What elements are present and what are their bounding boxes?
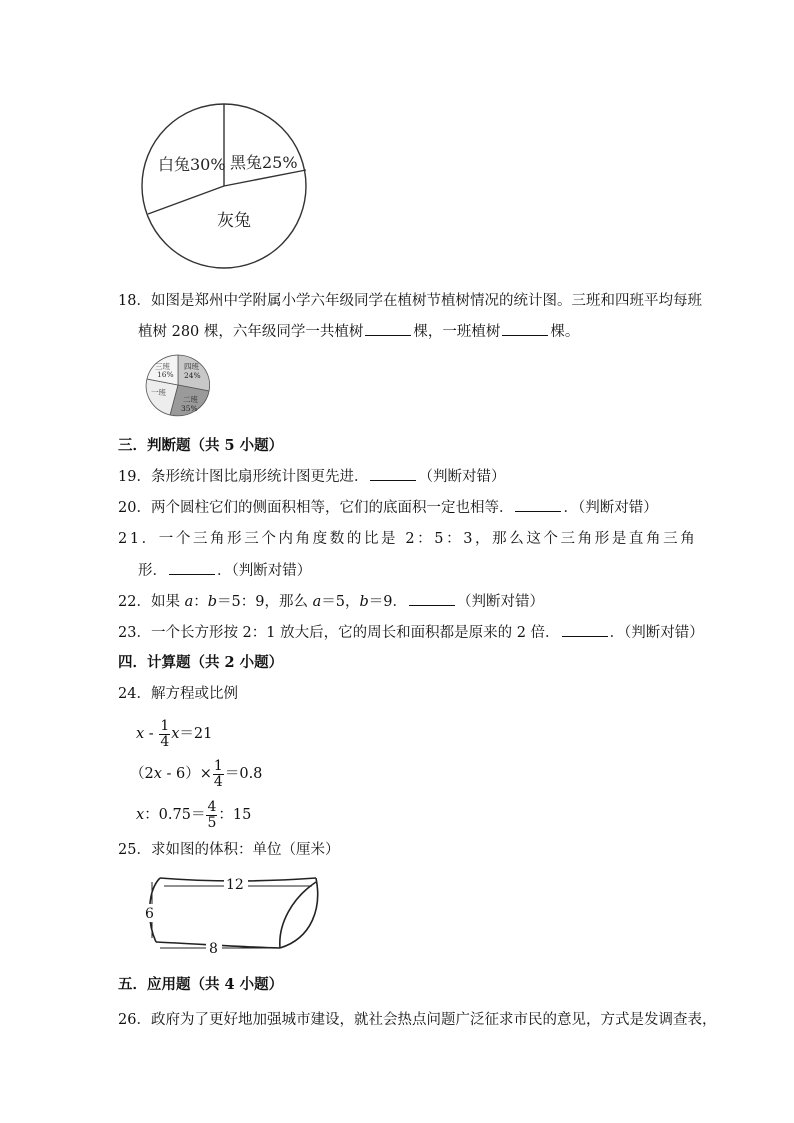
answer-blank[interactable] <box>502 321 548 336</box>
var-b: b <box>359 594 369 610</box>
q21-text: 形． <box>138 563 167 579</box>
q18-line2 <box>138 321 579 342</box>
answer-blank[interactable] <box>515 497 561 512</box>
label-class3-name: 三班 <box>155 362 170 371</box>
answer-blank[interactable] <box>409 591 455 606</box>
label-class4-name: 四班 <box>184 362 199 371</box>
label-class4-pct: 24% <box>184 371 201 380</box>
q23-text: 23．一个长方形按 2：1 放大后，它的周长和面积都是原来的 2 倍． <box>118 625 560 641</box>
q22-mid2: ＝5， <box>321 594 360 610</box>
var-a: a <box>312 594 322 610</box>
slice-label-white: 白兔30% <box>158 155 226 174</box>
numerator: 4 <box>207 798 217 815</box>
label-class2-name: 二班 <box>183 395 198 404</box>
minus-sign: - <box>144 726 159 742</box>
height-left: 6 <box>145 906 154 922</box>
denominator: 4 <box>160 733 170 750</box>
class-pie-chart <box>144 352 212 418</box>
q23-suffix: ．（判断对错） <box>609 625 704 641</box>
numerator: 1 <box>160 717 170 734</box>
length-bottom: 8 <box>209 941 218 957</box>
q22-mid: ＝5：9，那么 <box>217 594 313 610</box>
q18-text-b: 棵，一班植树 <box>413 324 501 340</box>
answer-blank[interactable] <box>562 622 608 637</box>
equation-3 <box>136 797 251 833</box>
q22-sep: ： <box>193 594 208 610</box>
fraction <box>206 800 217 831</box>
q18-line1: 18．如图是郑州中学附属小学六年级同学在植树节植树情况的统计图。三班和四班平均每班 <box>118 293 702 309</box>
q20-text: 20．两个圆柱它们的侧面积相等，它们的底面积一定也相等． <box>118 500 514 516</box>
slice-label-gray: 灰兔 <box>217 211 251 231</box>
label-class3-pct: 16% <box>157 370 174 379</box>
var-x: x <box>136 807 145 823</box>
q21-suffix: ．（判断对错） <box>217 563 312 579</box>
q20-suffix: ．（判断对错） <box>563 500 658 516</box>
q22-suffix: （判断对错） <box>457 594 544 610</box>
rhs: ：15 <box>218 807 252 823</box>
q22-text-a: 22．如果 <box>118 594 185 610</box>
pie-divider-left <box>148 186 224 214</box>
pie-divider-right <box>224 170 306 186</box>
expr-mid: - 6）× <box>161 766 212 782</box>
q19-text: 19．条形统计图比扇形统计图更先进． <box>118 469 369 485</box>
q20 <box>118 497 658 518</box>
section-heading-judge: 三．判断题（共 5 小题） <box>118 437 284 454</box>
q23 <box>118 622 704 643</box>
section-heading-apply: 五．应用题（共 4 小题） <box>118 976 284 993</box>
q26-line1: 26．政府为了更好地加强城市建设，就社会热点问题广泛征求市民的意见，方式是发调查表， <box>118 1012 717 1028</box>
q22-end: ＝9． <box>368 594 407 610</box>
rhs: ＝21 <box>179 726 213 742</box>
label-class2-pct: 35% <box>181 404 198 413</box>
equation-1 <box>136 716 212 752</box>
answer-blank[interactable] <box>365 321 411 336</box>
answer-blank[interactable] <box>370 466 416 481</box>
lparen: （2 <box>130 766 154 782</box>
fraction <box>159 719 170 750</box>
fraction <box>213 759 224 790</box>
q21-line2 <box>138 560 311 581</box>
q18-text-a: 植树 280 棵，六年级同学一共植树 <box>138 324 364 340</box>
var-x: x <box>171 726 180 742</box>
q21-line1: 21．一个三角形三个内角度数的比是 2：5：3，那么这个三角形是直角三角 <box>118 531 698 547</box>
var-x: x <box>153 766 162 782</box>
denominator: 5 <box>207 814 217 831</box>
length-top: 12 <box>226 877 244 893</box>
answer-blank[interactable] <box>169 560 215 575</box>
solid-figure <box>140 868 322 960</box>
q18-text-c: 棵。 <box>550 324 580 340</box>
var-a: a <box>184 594 194 610</box>
q19 <box>118 466 505 487</box>
rhs: ＝0.8 <box>224 766 263 782</box>
var-b: b <box>207 594 218 610</box>
denominator: 4 <box>213 773 223 790</box>
equation-2 <box>130 756 262 792</box>
slice-label-black: 黑兔25% <box>230 153 298 172</box>
q19-suffix: （判断对错） <box>418 469 506 485</box>
numerator: 1 <box>213 757 223 774</box>
var-x: x <box>136 726 145 742</box>
q22 <box>118 591 544 612</box>
rabbit-pie-chart <box>138 98 312 276</box>
right-curve <box>280 878 318 948</box>
q25-title: 25．求如图的体积：单位（厘米） <box>118 842 340 858</box>
expr-mid: ：0.75＝ <box>144 807 206 823</box>
label-class1-name: 一班 <box>151 388 166 397</box>
section-heading-calc: 四．计算题（共 2 小题） <box>118 654 284 671</box>
q24-title: 24．解方程或比例 <box>118 686 238 702</box>
